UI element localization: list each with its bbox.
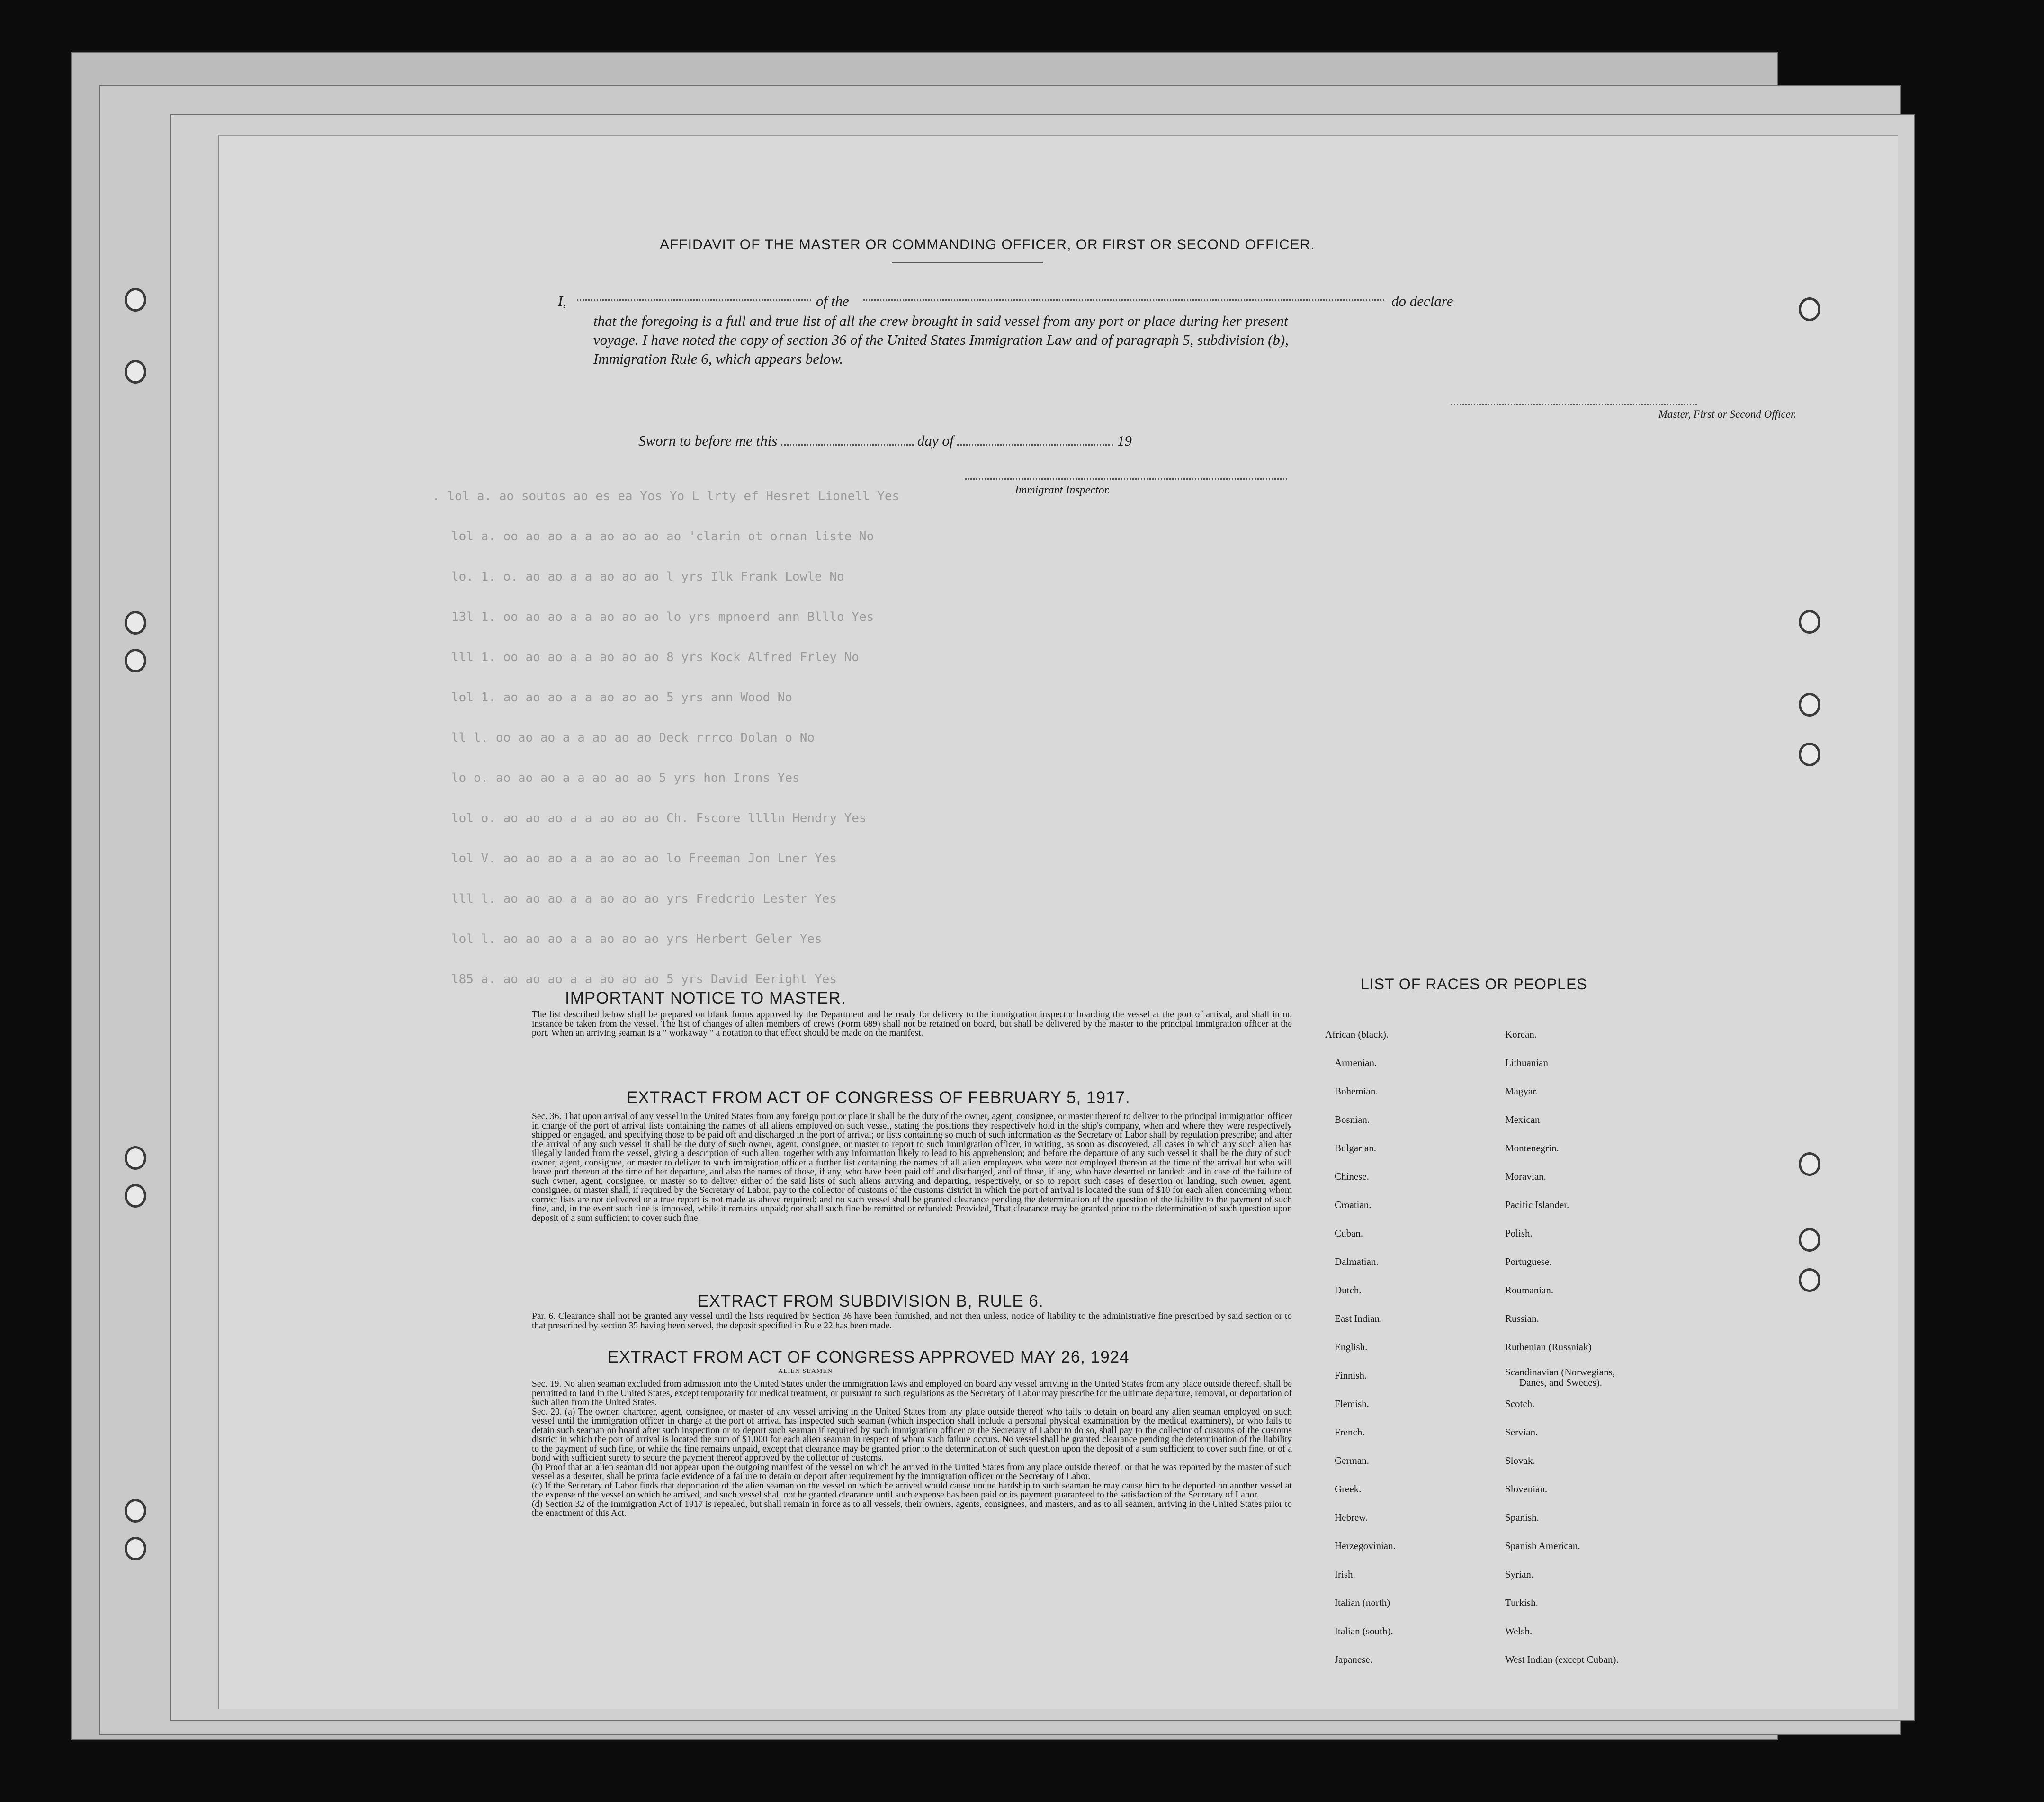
day-blank[interactable] <box>781 439 914 446</box>
signature-blank[interactable] <box>1451 404 1697 405</box>
race-item: Moravian. <box>1505 1171 1546 1182</box>
race-item: Roumanian. <box>1505 1284 1554 1296</box>
race-item: Italian (north) <box>1335 1597 1390 1608</box>
extract-1924-paragraph: Sec. 20. (a) The owner, charterer, agent, consignee, or master of any vessel arriving in the United States from any place outside thereof who fails to detain on board any alien seaman employed on such vessel until the immigration officer in charge at the port of arrival has inspected such seaman (which inspection shall include a personal physical examination by the medical examiners), or who fails to detain such seaman on board after such inspection or to deport such seaman if required by such immigration officer or the Secretary of Labor to do so, shall pay to the collector of customs of the customs district in which the port of arrival is located the sum of $1,000 for each alien seaman in respect of whom such failure occurs. No vessel shall be granted clearance pending the determination of the liability to the payment of such fine, or while the fine remains unpaid, except that clearance may be granted prior to the determination of such question upon the deposit of a sum sufficient to cover such fine, or of a bond with sufficient surety to secure the payment thereof approved by the collector of customs. <box>532 1407 1292 1463</box>
punch-hole <box>125 288 146 312</box>
punch-hole <box>1799 610 1820 634</box>
race-item: Finnish. <box>1335 1370 1367 1381</box>
punch-hole <box>125 1146 146 1170</box>
affidavit-declare-label: do declare <box>1391 293 1453 309</box>
race-item: Polish. <box>1505 1228 1533 1239</box>
extract-1924-paragraph: (c) If the Secretary of Labor finds that deportation of the alien seaman on the vessel on which he arrived would cause undue hardship to such seaman he may cause him to be deported on another vessel at the expense of the vessel on which he arrived, and such vessel shall not be granted clearance until such expense has been paid or its payment guaranteed to the satisfaction of the Secretary of Labor. <box>532 1480 1292 1500</box>
race-item: East Indian. <box>1335 1313 1382 1324</box>
extract-1924-paragraph: (d) Section 32 of the Immigration Act of 1917 is repealed, but shall remain in force as to all vessels, their owners, agents, consignees, and masters, and as to all seamen, arriving in the United States prior to the enactment of this Act. <box>532 1499 1292 1518</box>
affidavit-text-line: that the foregoing is a full and true list of all the crew brought in said vessel from any port or place during her present <box>593 313 1288 329</box>
extract-1924-paragraph: Sec. 19. No alien seaman excluded from admission into the United States under the immigration laws and employed on board any vessel arriving in the United States from any place outside thereof, shall be permitted to land in the United States, except temporarily for medical treatment, or pursuant to such regulations as the Secretary of Labor may prescribe for the ultimate departure, removal, or deportation of such alien from the United States. <box>532 1379 1292 1408</box>
manifest-back-page: . lol a. ao soutos ao es ea Yos Yo L lrty ef Hesret Lionell Yes lol a. oo ao ao a a ao ao ao ao 'clarin ot ornan liste No lo. 1. o. ao ao a a ao ao ao l yrs Ilk Frank Lowle No 13l 1. oo ao ao a a ao ao ao lo yrs mpnoerd ann Blllo Yes lll 1. oo ao ao a a ao ao ao 8 yrs Kock Alfred Frley No lol 1. ao ao ao a a ao ao ao 5 yrs ann Wood No ll l. oo ao ao a a ao ao ao Deck rrrco Dolan o No lo o. ao ao ao a a ao ao ao 5 yrs hon Irons Yes lol o. ao ao ao a a ao ao ao Ch. Fscore lllln Hendry Yes lol V. ao ao ao a a ao ao ao lo Freeman Jon Lner Yes lll l. ao ao ao a a ao ao ao yrs Fredcrio Lester Yes lol l. ao ao ao a a ao ao ao yrs Herbert Geler Yes l85 a. ao ao ao a a ao ao ao 5 yrs David Eeright Yes AFFIDAVIT OF THE MASTER OR COMMANDING OFFICER, OR FIRST OR SECOND OFFICER. I, of the do declare that the foregoing is a full and true list of all the crew brought in said vessel from any port or place during her present voyage. I have noted the copy of section 36 of the United States Immigration Law and of paragraph 5, subdivision (b), Immigration Rule 6, which appears below. Master, First or Second Officer. Sworn to before me this day of 19 Immigrant Inspector. IMPORTANT NOTICE TO MASTER. The list described below shall be prepared on blank forms approved by the Department and be ready for delivery to the immigration inspector boarding the vessel at the port of arrival, and shall in no instance be taken from the vessel. The list of changes of alien members of crews (Form 689) shall not be retained on board, but shall be delivered by the master to the principal immigration officer at the port. When an arriving seaman is a " workaway " a notation to that effect should be made on the manifest. EXTRACT FROM ACT OF CONGRESS OF FEBRUARY 5, 1917. Sec. 36. That upon arrival of any vessel in the United States from any foreign port or place it shall be the duty of the owner, agent, consignee, or master thereof to deliver to the principal immigration officer in charge of the port of arrival lists containing the names of all aliens employed on such vessel, stating the positions they respectively hold in the ship's company, when and where they were respectively shipped or engaged, and specifying those to be paid off and discharged in the port of arrival; or lists containing so much of such information as the Secretary of Labor shall by regulation prescribe; and after the arrival of any such vessel it shall be the duty of such owner, agent, consignee, or master to report to such immigration officer, in writing, as soon as discovered, all cases in which any such alien has illegally landed from the vessel, giving a description of such alien, together with any information likely to lead to his apprehension; and before the departure of any such vessel it shall be the duty of such owner, agent, consignee, or master to deliver to such immigration officer a further list containing the names of all alien employees who were not employed thereon at the time of the arrival but who will leave port thereon at the time of her departure, and also the names of those, if any, who have been paid off and discharged, and of those, if any, who have deserted or landed; and in case of the failure of such owner, agent, consignee, or master so to deliver either of the said lists of such aliens arriving and departing, respectively, or so to report such cases of desertion or landing, such owner, agent, consignee, or master shall, if required by the Secretary of Labor, pay to the collector of customs of the customs district in which the port of arrival is located the sum of $10 for each alien concerning whom correct lists are not delivered or a true report is not made as above required; and no such vessel shall be granted clearance pending the determination of the question of the liability to the payment of such fine, and, in the event such fine is imposed, while it remains unpaid; nor shall such fine be remitted or refunded: Provided, That clearance may be granted prior to the determination of such question upon deposit of a sum sufficient to cover such fine. EXTRACT FROM SUBDIVISION B, RULE 6. Par. 6. Clearance shall not be granted any vessel until the lists required by Section 36 have been furnished, and not then unless, notice of liability to the administrative fine prescribed by said section or to that prescribed by section 35 having been served, the deposit specified in Rule 22 has been made. EXTRACT FROM ACT OF CONGRESS APPROVED MAY 26, 1924 ALIEN SEAMEN Sec. 19. No alien seaman excluded from admission into the United States under the immigration laws and employed on board any vessel arriving in the United States from any place outside thereof, shall be permitted to land in the United States, except temporarily for medical treatment, or pursuant to such regulations as the Secretary of Labor may prescribe for the ultimate departure, removal, or deportation of such alien from the United States. Sec. 20. (a) The owner, charterer, agent, consignee, or master of any vessel arriving in the United States from any place outside thereof who fails to detain on board any alien seaman employed on such vessel until the immigration officer in charge at the port of arrival has inspected such seaman (which inspection shall include a personal physical examination by the medical examiners), or who fails to detain such seaman on board after such inspection or to deport such seaman if required by such immigration officer or the Secretary of Labor to do so, shall pay to the collector of customs of the customs district in which the port of arrival is located the sum of $1,000 for each alien seaman in respect of whom such failure occurs. No vessel shall be granted clearance pending the determination of the liability to the payment of such fine, or while the fine remains unpaid, except that clearance may be granted prior to the determination of such question upon the deposit of a sum sufficient to cover such fine, or of a bond with sufficient surety to secure the payment thereof approved by the collector of customs. (b) Proof that an alien seaman did not appear upon the outgoing manifest of the vessel on which he arrived in the United States from any place outside thereof, or that he was reported by the master of such vessel as a deserter, shall be prima facie evidence of a failure to detain or deport after requirement by the immigration officer or the Secretary of Labor. (c) If the Secretary of Labor finds that deportation of the alien seaman on the vessel on which he arrived would cause undue hardship to such seaman he may cause him to be deported on another vessel at the expense of the vessel on which he arrived, and such vessel shall not be granted clearance until such expense has been paid or its payment guaranteed to the satisfaction of the Secretary of Labor. (d) Section 32 of the Immigration Act of 1917 is repealed, but shall remain in force as to all vessels, their owners, agents, consignees, and masters, and as to all seamen, arriving in the United States prior to the enactment of this Act. LIST OF RACES OR PEOPLES African (black). Armenian. Bohemian. Bosnian. Bulgarian. Chinese. Croatian. Cuban. Dalmatian. Dutch. East Indian. English. Finnish. Flemish. French. German. Greek. Hebrew. Herzegovinian. Irish. Italian (north) Italian (south). Japanese. Korean. Lithuanian Magyar. Mexican Montenegrin. Moravian. Pacific Islander. Polish. Portuguese. Roumanian. Russian. Ruthenian (Russniak) Scandinavian (Norwegians, Danes, and Swedes). Scotch. Servian. Slovak. Slovenian. Spanish. Spanish American. Syrian. Turkish. Welsh. West Indian (except Cuban). <box>218 135 1898 1709</box>
race-item: Ruthenian (Russniak) <box>1505 1341 1592 1353</box>
race-item: Syrian. <box>1505 1569 1534 1580</box>
punch-hole <box>125 611 146 635</box>
affidavit-text-line: voyage. I have noted the copy of section 36 of the United States Immigration Law and of paragraph 5, subdivision (b), <box>593 332 1289 348</box>
notice-title: IMPORTANT NOTICE TO MASTER. <box>565 989 846 1007</box>
punch-hole <box>125 1184 146 1208</box>
extract-1917-body: Sec. 36. That upon arrival of any vessel in the United States from any foreign port or place it shall be the duty of the owner, agent, consignee, or master thereof to deliver to the principal immigration officer in charge of the port of arrival lists containing the names of all aliens employed on such vessel, stating the positions they respectively hold in the ship's company, when and where they were respectively shipped or engaged, and specifying those to be paid off and discharged in the port of arrival; or lists containing so much of such information as the Secretary of Labor shall by regulation prescribe; and after the arrival of any such vessel it shall be the duty of such owner, agent, consignee, or master to report to such immigration officer, in writing, as soon as discovered, all cases in which any such alien has illegally landed from the vessel, giving a description of such alien, together with any information likely to lead to his apprehension; and before the departure of any such vessel it shall be the duty of such owner, agent, consignee, or master to deliver to such immigration officer a further list containing the names of all alien employees who were not employed thereon at the time of the arrival but who will leave port thereon at the time of her departure, and also the names of those, if any, who have been paid off and discharged, and of those, if any, who have deserted or landed; and in case of the failure of such owner, agent, consignee, or master so to deliver either of the said lists of such aliens arriving and departing, respectively, or so to report such cases of desertion or landing, such owner, agent, consignee, or master shall, if required by the Secretary of Labor, pay to the collector of customs of the customs district in which the port of arrival is located the sum of $10 for each alien concerning whom correct lists are not delivered or a true report is not made as above required; and no such vessel shall be granted clearance pending the determination of the question of the liability to the payment of such fine, and, in the event such fine is imposed, while it remains unpaid; nor shall such fine be remitted or refunded: Provided, That clearance may be granted prior to the determination of such question upon deposit of a sum sufficient to cover such fine. <box>532 1112 1292 1223</box>
race-item: Montenegrin. <box>1505 1142 1559 1154</box>
race-item: Japanese. <box>1335 1654 1372 1665</box>
affidavit-title: AFFIDAVIT OF THE MASTER OR COMMANDING OFFICER, OR FIRST OR SECOND OFFICER. <box>660 237 1315 252</box>
inspector-caption: Immigrant Inspector. <box>1015 484 1111 496</box>
extract-1924-title: EXTRACT FROM ACT OF CONGRESS APPROVED MAY 26, 1924 <box>608 1348 1130 1366</box>
day-of-label: day of <box>917 432 954 449</box>
extract-1917-title: EXTRACT FROM ACT OF CONGRESS OF FEBRUARY 5, 1917. <box>627 1088 1130 1107</box>
race-item: Armenian. <box>1335 1057 1377 1068</box>
race-item: Bulgarian. <box>1335 1142 1377 1154</box>
sworn-line <box>638 432 1132 449</box>
race-item: Slovak. <box>1505 1455 1535 1466</box>
title-underline <box>892 262 1043 263</box>
race-item: Hebrew. <box>1335 1512 1368 1523</box>
month-blank[interactable] <box>957 439 1113 446</box>
race-item: Russian. <box>1505 1313 1539 1324</box>
race-item: Mexican <box>1505 1114 1540 1125</box>
race-item: Portuguese. <box>1505 1256 1552 1267</box>
notice-body: The list described below shall be prepared on blank forms approved by the Department and be ready for delivery to the immigration inspector boarding the vessel at the port of arrival, and shall in no instance be taken from the vessel. The list of changes of alien members of crews (Form 689) shall not be retained on board, but shall be delivered by the master to the principal immigration officer at the port. When an arriving seaman is a " workaway " a notation to that effect should be made on the manifest. <box>532 1010 1292 1038</box>
race-item: Scotch. <box>1505 1398 1535 1409</box>
punch-hole <box>125 1499 146 1523</box>
race-item: Spanish American. <box>1505 1540 1580 1551</box>
punch-hole <box>125 1537 146 1560</box>
race-item: Greek. <box>1335 1483 1362 1495</box>
race-item: Chinese. <box>1335 1171 1369 1182</box>
extract-1924-paragraph: (b) Proof that an alien seaman did not appear upon the outgoing manifest of the vessel on which he arrived in the United States from any place outside thereof, or that he was reported by the master of such vessel as a deserter, shall be prima facie evidence of a failure to detain or deport after requirement by the immigration officer or the Secretary of Labor. <box>532 1462 1292 1481</box>
punch-hole <box>1799 1228 1820 1252</box>
punch-hole <box>1799 743 1820 766</box>
punch-hole <box>1799 297 1820 321</box>
race-item: Cuban. <box>1335 1228 1363 1239</box>
race-item: Flemish. <box>1335 1398 1369 1409</box>
extract-rule6-title: EXTRACT FROM SUBDIVISION B, RULE 6. <box>698 1292 1044 1310</box>
race-item: Turkish. <box>1505 1597 1538 1608</box>
year-prefix: 19 <box>1117 432 1132 449</box>
race-item: Bohemian. <box>1335 1085 1378 1097</box>
race-item: Dutch. <box>1335 1284 1362 1296</box>
race-item: Croatian. <box>1335 1199 1372 1210</box>
affidavit-text-line: Immigration Rule 6, which appears below. <box>593 350 843 367</box>
affidavit-of-the-label: of the <box>816 293 849 309</box>
race-item: African (black). <box>1325 1029 1389 1040</box>
signature-caption: Master, First or Second Officer. <box>1658 408 1796 420</box>
punch-hole <box>125 360 146 384</box>
race-item: Italian (south). <box>1335 1625 1393 1637</box>
race-item: Lithuanian <box>1505 1057 1548 1068</box>
race-item: Pacific Islander. <box>1505 1199 1569 1210</box>
race-item: English. <box>1335 1341 1368 1353</box>
race-item: Bosnian. <box>1335 1114 1370 1125</box>
affidavit-i-label: I, <box>558 293 567 309</box>
extract-rule6-body: Par. 6. Clearance shall not be granted any vessel until the lists required by Section 36 have been furnished, and not then unless, notice of liability to the administrative fine prescribed by said section or to that prescribed by section 35 having been served, the deposit specified in Rule 22 has been made. <box>532 1311 1292 1331</box>
race-item: Dalmatian. <box>1335 1256 1379 1267</box>
race-item: Welsh. <box>1505 1625 1533 1637</box>
race-item: Korean. <box>1505 1029 1537 1040</box>
punch-hole <box>125 649 146 672</box>
race-item: Servian. <box>1505 1426 1538 1438</box>
race-item: French. <box>1335 1426 1365 1438</box>
extract-1924-body <box>532 1380 1292 1518</box>
extract-1924-subtitle: ALIEN SEAMEN <box>778 1368 833 1375</box>
race-item: Slovenian. <box>1505 1483 1548 1495</box>
race-item: Irish. <box>1335 1569 1355 1580</box>
race-item: Spanish. <box>1505 1512 1539 1523</box>
races-title: LIST OF RACES OR PEOPLES <box>1361 976 1587 993</box>
race-item: Magyar. <box>1505 1085 1538 1097</box>
vessel-name-blank[interactable] <box>863 299 1384 301</box>
punch-hole <box>1799 1268 1820 1292</box>
race-item: Herzegovinian. <box>1335 1540 1396 1551</box>
race-item: Scandinavian (Norwegians, <box>1505 1366 1615 1378</box>
punch-hole <box>1799 1152 1820 1176</box>
race-item-continued: Danes, and Swedes). <box>1519 1377 1602 1388</box>
punch-hole <box>1799 693 1820 717</box>
race-item: West Indian (except Cuban). <box>1505 1654 1619 1665</box>
sworn-label: Sworn to before me this <box>638 432 778 449</box>
race-item: German. <box>1335 1455 1369 1466</box>
inspector-signature-blank[interactable] <box>965 478 1287 480</box>
officer-name-blank[interactable] <box>577 299 811 301</box>
